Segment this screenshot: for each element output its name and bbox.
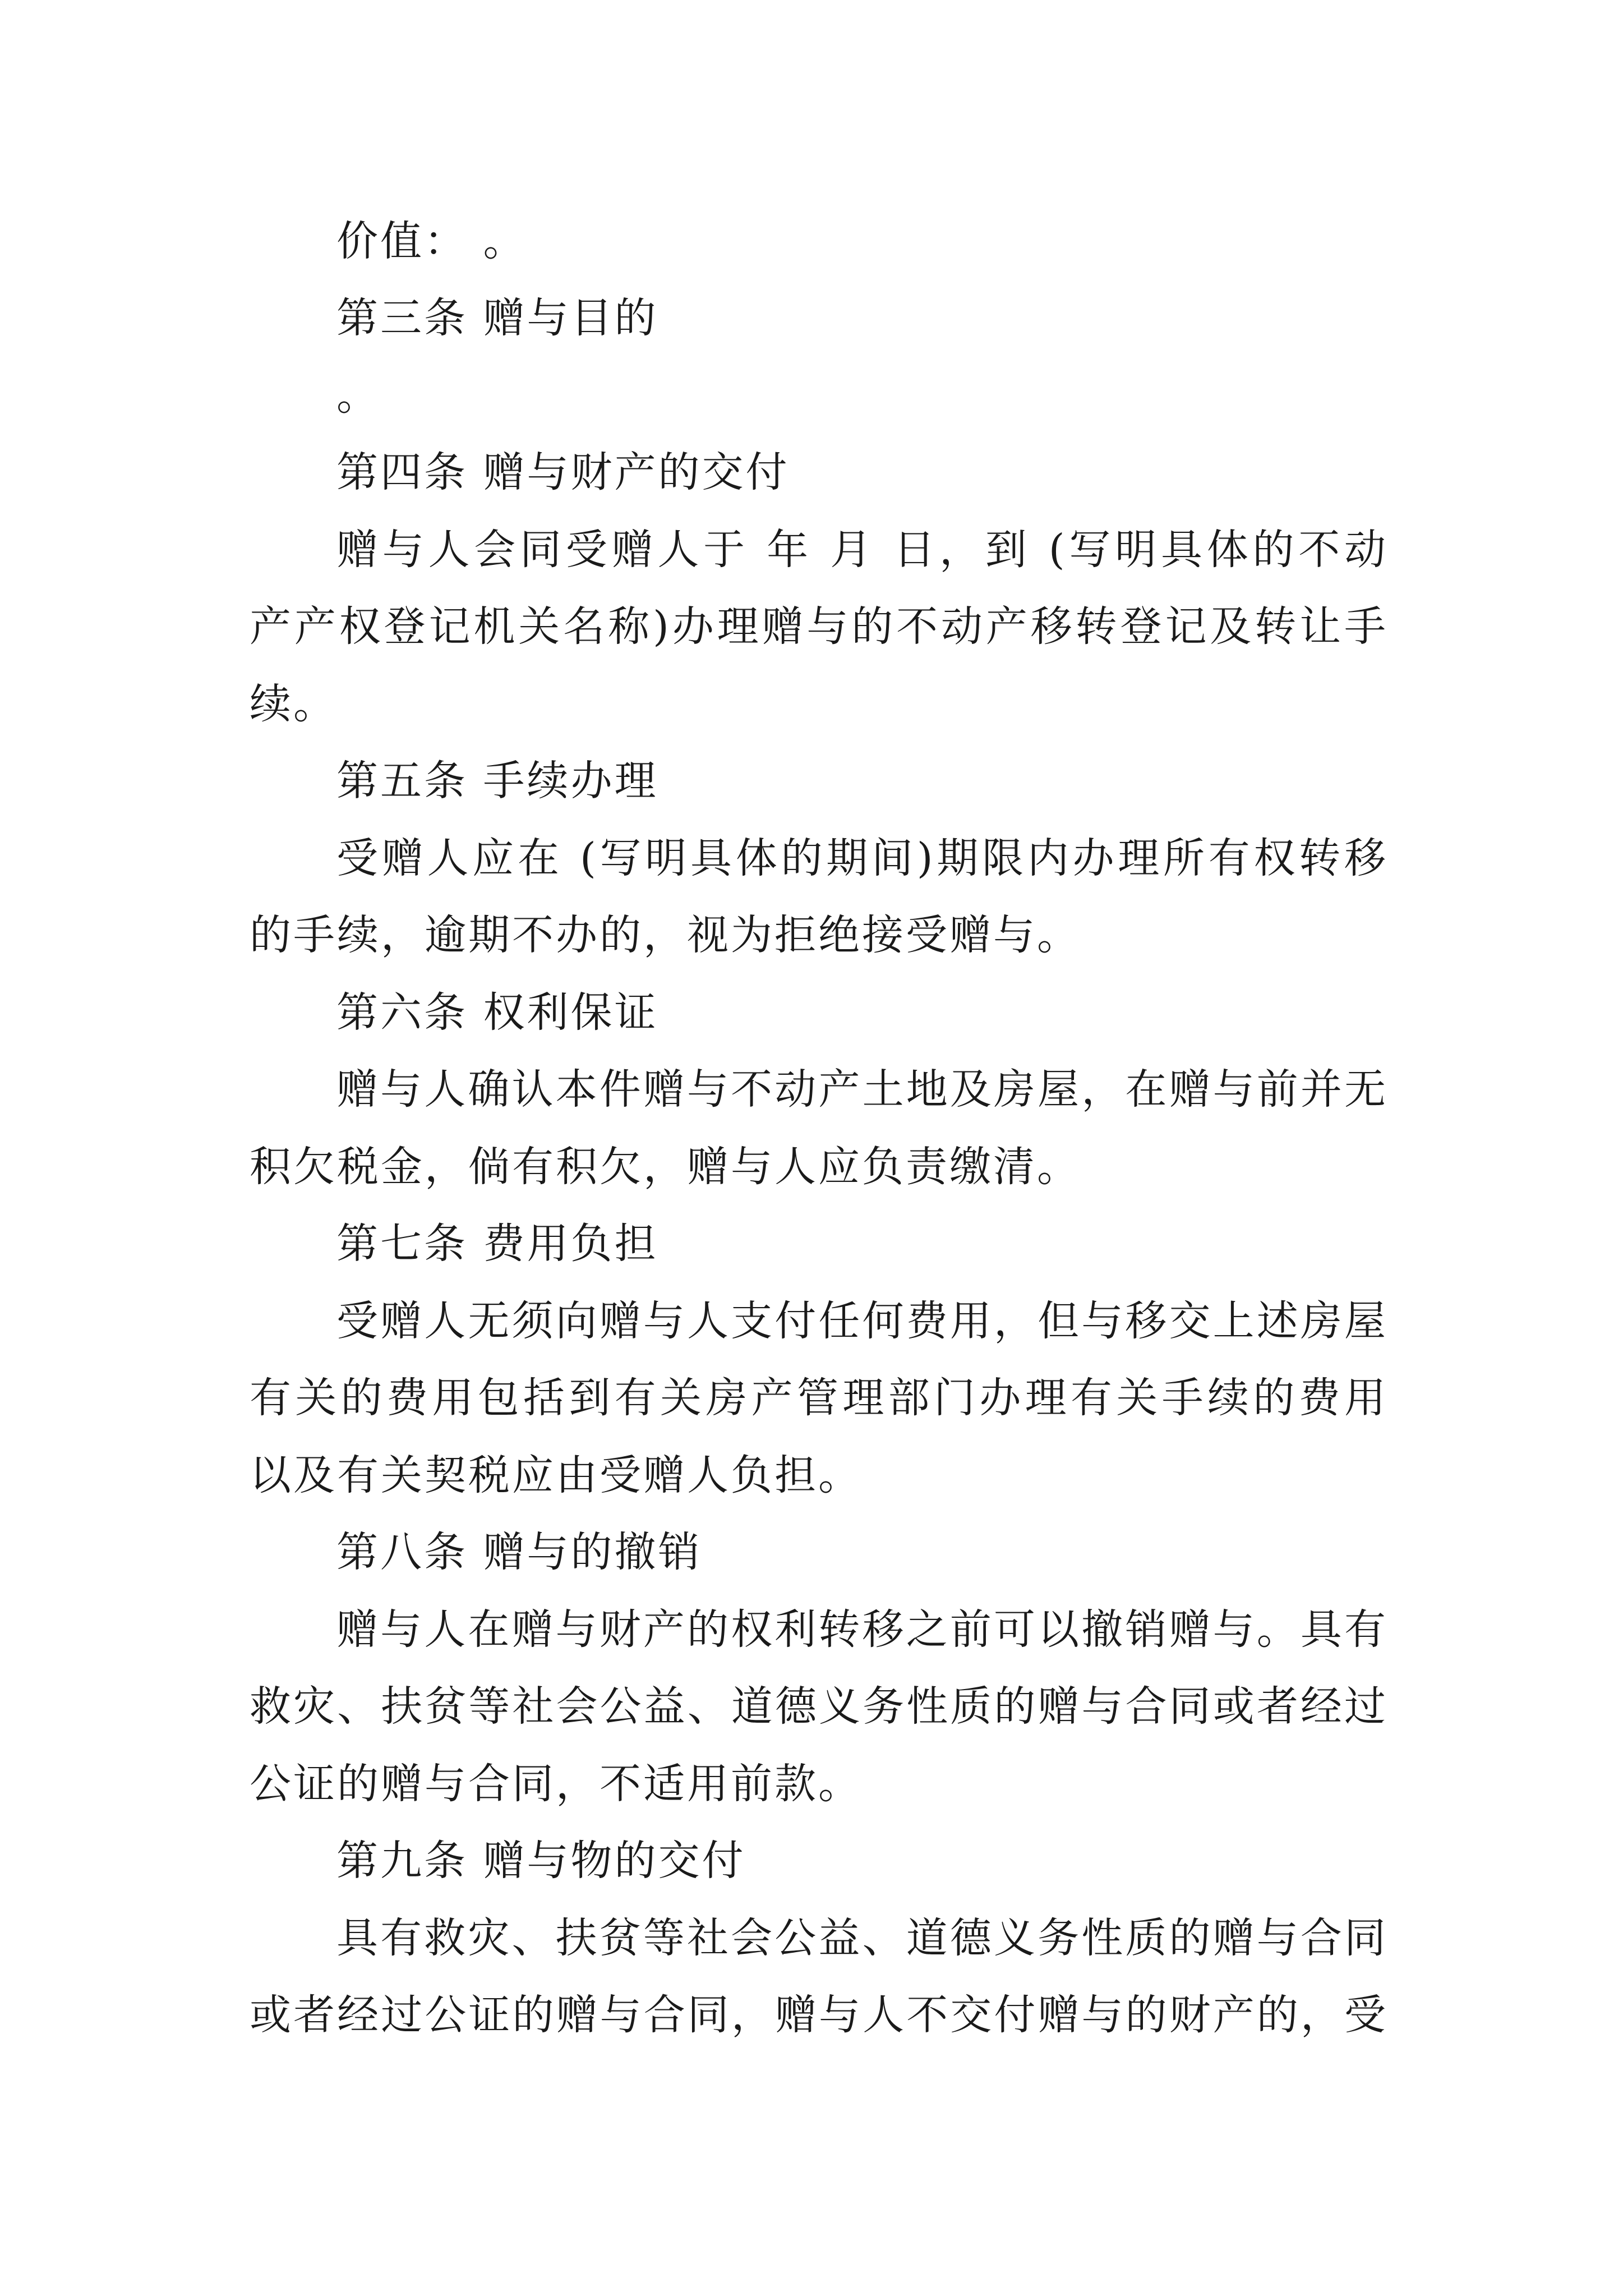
article-7-body-line-1: 受赠人无须向赠与人支付任何费用，但与移交上述房屋 (336, 1297, 1388, 1345)
article-4-body-line-3: 续。 (250, 680, 337, 728)
value-line: 价值： 。 (336, 217, 527, 265)
article-7-heading: 第七条 费用负担 (336, 1220, 658, 1268)
article-9-body-line-2: 或者经过公证的赠与合同，赠与人不交付赠与的财产的，受 (250, 1991, 1388, 2039)
article-7-body-line-2: 有关的费用包括到有关房产管理部门办理有关手续的费用 (250, 1374, 1388, 1422)
article-5-body-line-1: 受赠人应在 (写明具体的期间)期限内办理所有权转移 (336, 834, 1388, 882)
article-6-heading: 第六条 权利保证 (336, 988, 658, 1037)
article-8-body-line-3: 公证的赠与合同，不适用前款。 (250, 1760, 862, 1808)
article-4-body-line-2: 产产权登记机关名称)办理赠与的不动产移转登记及转让手 (250, 602, 1388, 651)
article-3-heading: 第三条 赠与目的 (336, 294, 658, 342)
article-9-heading: 第九条 赠与物的交付 (336, 1837, 746, 1885)
article-6-body-line-1: 赠与人确认本件赠与不动产土地及房屋，在赠与前并无 (336, 1065, 1388, 1114)
article-9-body-line-1: 具有救灾、扶贫等社会公益、道德义务性质的赠与合同 (336, 1914, 1388, 1962)
article-5-heading: 第五条 手续办理 (336, 757, 658, 805)
article-8-body-line-1: 赠与人在赠与财产的权利转移之前可以撤销赠与。具有 (336, 1605, 1388, 1654)
article-3-body: 。 (336, 371, 380, 420)
article-8-heading: 第八条 赠与的撤销 (336, 1528, 702, 1576)
article-6-body-line-2: 积欠税金，倘有积欠，赠与人应负责缴清。 (250, 1143, 1081, 1191)
article-7-body-line-3: 以及有关契税应由受赠人负担。 (250, 1451, 862, 1499)
article-4-heading: 第四条 赠与财产的交付 (336, 448, 790, 496)
article-5-body-line-2: 的手续，逾期不办的，视为拒绝接受赠与。 (250, 911, 1081, 959)
article-4-body-line-1: 赠与人会同受赠人于 年 月 日，到 (写明具体的不动 (336, 526, 1388, 574)
article-8-body-line-2: 救灾、扶贫等社会公益、道德义务性质的赠与合同或者经过 (250, 1682, 1388, 1731)
